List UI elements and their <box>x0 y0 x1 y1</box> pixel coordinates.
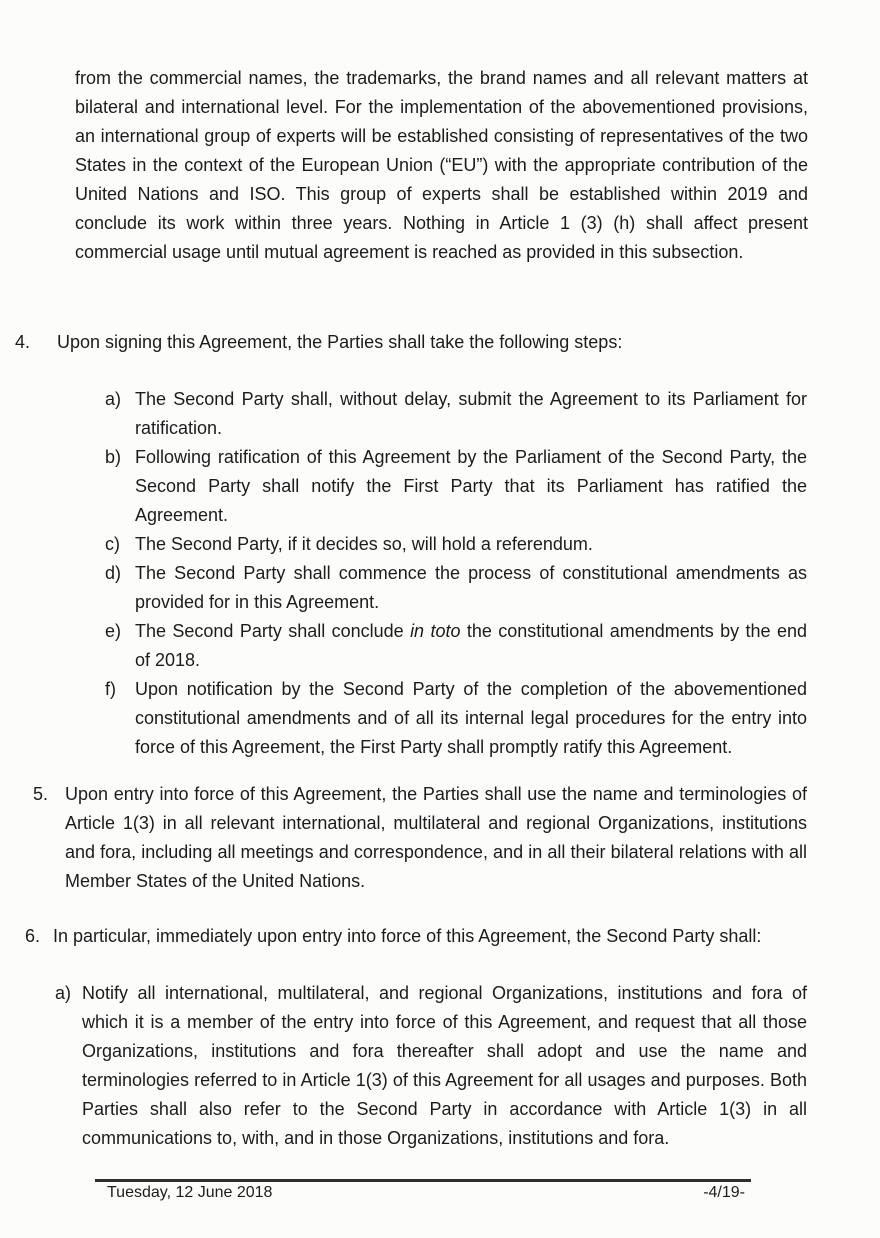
list-item-c-text: The Second Party, if it decides so, will hold a referendum. <box>135 534 593 554</box>
section-5-text: Upon entry into force of this Agreement, the Parties shall use the name and terminologies of Article 1(3) in all relevant international, multilateral and regional Organizations, institutions and fora, including all meetings and correspondence, and in all their bilateral relations with all Member States of the United Nations. <box>65 784 807 891</box>
list-item-e-text-after: the constitutional amendments by the end of 2018. <box>135 621 807 670</box>
list-item-d <box>105 559 807 617</box>
list-item-6a <box>55 979 807 1153</box>
section-4-text: Upon signing this Agreement, the Parties shall take the following steps: <box>57 332 623 352</box>
list-item-a-marker: a) <box>105 389 122 409</box>
list-item-d-text: The Second Party shall commence the process of constitutional amendments as provided for in this Agreement. <box>135 563 807 612</box>
footer-date: Tuesday, 12 June 2018 <box>107 1184 273 1201</box>
list-item-c <box>105 530 807 559</box>
list-item-d-marker: d) <box>105 563 122 583</box>
section-6-text: In particular, immediately upon entry into force of this Agreement, the Second Party shall: <box>53 926 762 946</box>
section-6 <box>25 922 807 951</box>
italic-phrase: in toto <box>410 621 461 641</box>
list-item-b-marker: b) <box>105 447 122 467</box>
section-5-number: 5. <box>33 784 49 804</box>
list-item-a-text: The Second Party shall, without delay, submit the Agreement to its Parliament for ratification. <box>135 389 807 438</box>
list-item-6a-marker: a) <box>55 983 72 1003</box>
list-item-e-text-before: The Second Party shall conclude <box>135 621 411 641</box>
list-item-e-marker: e) <box>105 621 122 641</box>
list-item-b-text: Following ratification of this Agreement by the Parliament of the Second Party, the Second Party shall notify the First Party that its Parliament has ratified the Agreement. <box>135 447 807 525</box>
list-item-e <box>105 617 807 675</box>
section-5 <box>33 780 807 896</box>
list-item-f-text: Upon notification by the Second Party of the completion of the abovementioned constitutional amendments and of all its internal legal procedures for the entry into force of this Agreement, the First Party shall promptly ratify this Agreement. <box>135 679 807 757</box>
section-6-list <box>55 979 807 1153</box>
list-item-f-marker: f) <box>105 679 116 699</box>
list-item-6a-text: Notify all international, multilateral, and regional Organizations, institutions and fora of which it is a member of the entry into force of this Agreement, and request that all those Organizations, institutions and fora thereafter shall adopt and use the name and terminologies referred to in Article 1(3) of this Agreement for all usages and purposes. Both Parties shall also refer to the Second Party in accordance with Article 1(3) in all communications to, with, and in those Organizations, institutions and fora. <box>82 983 807 1148</box>
list-item-c-marker: c) <box>105 534 120 554</box>
section-6-number: 6. <box>25 926 41 946</box>
list-item-b <box>105 443 807 530</box>
list-item-f <box>105 675 807 762</box>
section-4-number: 4. <box>15 332 31 352</box>
list-item-e-text <box>135 617 807 675</box>
intro-paragraph: from the commercial names, the trademarks, the brand names and all relevant matters at bilateral and international level. For the implementation of the abovementioned provisions, an international group of experts will be established consisting of representatives of the two States in the context of the European Union (“EU”) with the appropriate contribution of the United Nations and ISO. This group of experts shall be established within 2019 and conclude its work within three years. Nothing in Article 1 (3) (h) shall affect present commercial usage until mutual agreement is reached as provided in this subsection. <box>75 68 808 262</box>
section-4 <box>15 328 808 357</box>
footer-page-number: -4/19- <box>703 1184 745 1201</box>
list-item-a <box>105 385 807 443</box>
section-4-list <box>105 385 807 762</box>
